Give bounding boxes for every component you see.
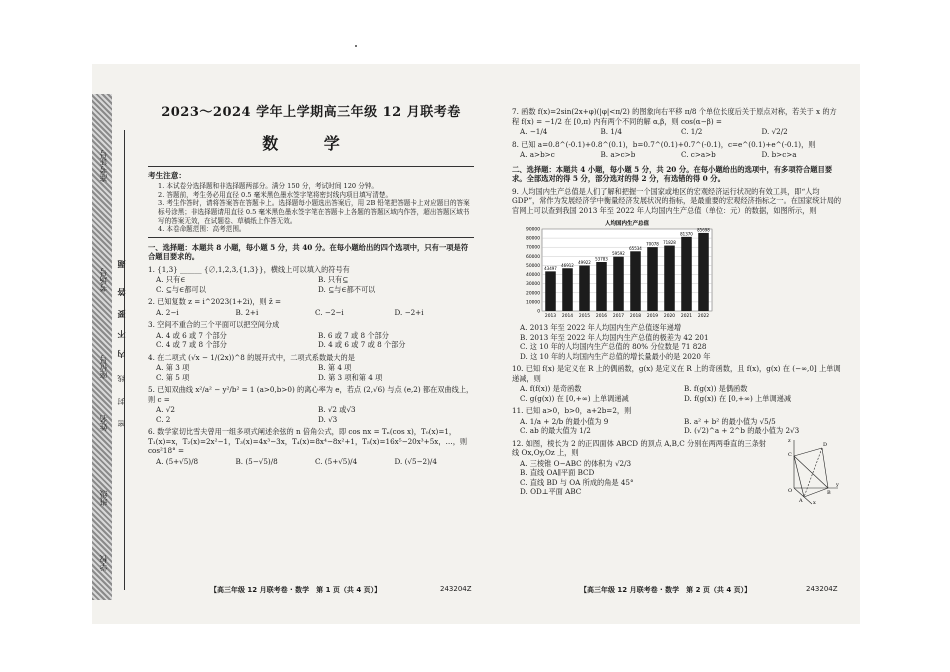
option: A. √2 <box>156 405 175 415</box>
x-tick-label: 2014 <box>561 314 574 320</box>
y-tick-label: 20000 <box>526 291 540 297</box>
bar <box>647 247 658 311</box>
bar <box>630 252 641 312</box>
y-tick-label: 10000 <box>526 300 540 306</box>
option: D. f(g(x)) 在 [0,+∞) 上单调递减 <box>684 393 792 403</box>
question-stem: 2. 已知复数 z = i^2023(1+2i)，则 z̄ = <box>148 297 281 307</box>
seal-word: 题 <box>117 260 126 268</box>
exam-subject: 数 学 <box>262 134 360 154</box>
x-tick-label: 2017 <box>612 314 625 320</box>
section-heading: 一、选择题：本题共 8 小题，每小题 5 分，共 40 分。在每小题给出的四个选项中，只有一项是符合题目要求的。 <box>148 242 469 262</box>
option: A. a>b>c <box>520 150 555 159</box>
question-stem: 6. 数学家切比雪夫曾用一组多项式阐述余弦的 n 倍角公式，即 cos nx = Tₙ(cos x)，T₀(x)=1，T₁(x)=x，T₂(x)=2x²−1，T₃(x)=4x³−3x，T₄(x)=8x⁴−8x²+1，T₅(x)=16x⁵−20x³+5x，…，则 cos²18° = <box>148 427 468 456</box>
bar <box>596 262 607 311</box>
fig-label: D <box>823 441 828 448</box>
notice-item: 3. 考生作答时，请将答案答在答题卡上。选择题每小题选出答案后，用 2B 铅笔把答题卡上对应题目的答案标号涂黑；非选择题请用直径 0.5 毫米黑色墨水签字笔在答题卡上各题的答题区域内作答，超出答题区域书写的答案无效，在试题卷、草稿纸上作答无效。 <box>158 199 470 225</box>
option: C. 第 5 项 <box>156 372 190 382</box>
y-tick-label: 0 <box>537 309 540 315</box>
footer-code-1: 243204Z <box>440 585 472 593</box>
y-tick-label: 90000 <box>526 227 540 233</box>
option: A. −1/4 <box>520 127 548 136</box>
footer-code-2: 243204Z <box>806 585 838 593</box>
option: A. 2013 年至 2022 年人均国内生产总值逐年递增 <box>520 323 682 333</box>
notice-item: 2. 答题前，考生务必用直径 0.5 毫米黑色墨水签字笔将密封线内项目填写清楚。 <box>158 190 393 199</box>
option: C. 4 或 7 或 8 个部分 <box>156 340 227 350</box>
field-seat: 座位号 <box>99 355 108 379</box>
option: A. (5+√5)/8 <box>156 456 199 466</box>
fig-label: O <box>788 487 793 494</box>
notice-heading: 考生注意： <box>148 171 186 181</box>
option: B. f(g(x)) 是偶函数 <box>684 384 748 394</box>
bar-value-label: 46912 <box>561 263 574 269</box>
notice-item: 4. 本卷命题范围：高考范围。 <box>158 225 246 234</box>
speck <box>355 45 357 47</box>
bar <box>562 269 573 312</box>
seal-line <box>124 130 125 590</box>
seal-word: 不 <box>117 330 126 338</box>
x-tick-label: 2016 <box>595 314 608 320</box>
bar-value-label: 81370 <box>680 231 693 237</box>
option: B. √2 或√3 <box>318 405 356 415</box>
bar <box>613 257 624 311</box>
chart-title: 人均国内生产总值 <box>604 221 650 228</box>
option: D. (√5−2)/4 <box>394 456 437 466</box>
section-heading: 二、选择题：本题共 4 小题，每小题 5 分，共 20 分。在每小题给出的选项中，有多项符合题目要求。全部选对的得 5 分，部分选对的得 2 分，有选错的得 0 分。 <box>512 164 833 184</box>
fig-label: C <box>788 451 792 458</box>
option: D. √3 <box>318 414 338 424</box>
option: B. a² + b² 的最小值为 √5/5 <box>684 416 776 426</box>
options <box>512 417 842 436</box>
x-tick-label: 2013 <box>544 314 557 320</box>
bar <box>545 272 556 312</box>
option: B. (5−√5)/8 <box>235 456 278 466</box>
bar-value-label: 71828 <box>663 240 676 246</box>
y-tick-label: 80000 <box>526 236 540 242</box>
notice-item: 1. 本试卷分选择题和非选择题两部分。满分 150 分，考试时间 120 分钟。 <box>158 182 378 191</box>
fig-label: B <box>827 489 831 496</box>
option: C. g(g(x)) 在 [0,+∞) 上单调递减 <box>520 393 629 403</box>
question-stem: 12. 如图，棱长为 2 的正四面体 ABCD 的顶点 A,B,C 分别在两两垂直的三条射线 Ox,Oy,Oz 上，则 <box>512 438 767 458</box>
option: D. b>c>a <box>761 150 797 159</box>
seal-word: 要 <box>117 310 126 318</box>
x-tick-label: 2020 <box>663 314 676 320</box>
fig-label: x <box>813 499 816 506</box>
y-tick-label: 40000 <box>526 273 540 279</box>
question-stem: 10. 已知 f(x) 是定义在 R 上的偶函数，g(x) 是定义在 R 上的奇函数，且 f(x)，g(x) 在 (−∞,0] 上单调递减，则 <box>512 364 841 383</box>
options <box>512 150 842 160</box>
y-tick-label: 30000 <box>526 282 540 288</box>
question-stem: 7. 函数 f(x)=2sin(2x+φ)(|φ|<π/2) 的图象向右平移 π/8 个单位长度后关于原点对称，若关于 x 的方程 f(x) = −1/2 在 [0,π) 内有两个不同的解 α,β，则 cos(α−β) = <box>512 107 837 126</box>
option: C. 1/2 <box>681 127 703 136</box>
seal-word: 封 <box>117 398 125 405</box>
option: D. 第 3 项和第 4 项 <box>318 372 383 382</box>
field-name: 姓名 <box>99 415 108 431</box>
option: A. 2−i <box>156 307 179 317</box>
option: C. 2 <box>156 414 171 424</box>
bar-value-label: 49922 <box>578 260 591 266</box>
options <box>148 457 474 467</box>
question-stem: 8. 已知 a=0.8^(-0.1)+0.8^(0.1)，b=0.7^(0.1)+0.7^(-0.1)，c=e^(0.1)+e^(-0.1)，则 <box>512 139 816 149</box>
x-tick-label: 2018 <box>629 314 642 320</box>
seal-word: 答 <box>117 288 126 296</box>
fig-label: A <box>799 497 803 504</box>
option: B. 只有⊆ <box>318 275 349 285</box>
x-tick-label: 2015 <box>578 314 591 320</box>
bar-value-label: 43497 <box>544 266 557 272</box>
bar-value-label: 59592 <box>612 251 625 257</box>
options <box>148 308 474 318</box>
option: D. 这 10 年的人均国内生产总值的增长量最小的是 2020 年 <box>520 351 711 361</box>
option: C. −2−i <box>315 307 344 317</box>
option: D. (√2)^a + 2^b 的最小值为 2√3 <box>684 426 800 436</box>
option: B. 1/4 <box>600 127 622 136</box>
option: C. ⊆与∈都可以 <box>156 284 206 294</box>
option: A. 第 3 项 <box>156 363 190 373</box>
notice-block <box>148 171 474 233</box>
bar <box>681 237 692 311</box>
option: D. 4 或 6 或 7 或 8 个部分 <box>318 340 406 350</box>
bar <box>664 246 675 311</box>
option: C. c>a>b <box>681 150 716 159</box>
options <box>512 459 772 497</box>
option: B. 直线 OA∥平面 BCD <box>520 468 595 478</box>
option: B. 6 或 7 或 8 个部分 <box>318 330 389 340</box>
options <box>512 384 842 403</box>
question-list <box>512 107 842 160</box>
option: B. 2013 年至 2022 年人均国内生产总值的极差为 42 201 <box>520 332 709 342</box>
options <box>512 127 842 137</box>
question-stem: 11. 已知 a>0，b>0，a+2b=2，则 <box>512 406 632 416</box>
field-room: 考场号 <box>99 268 108 292</box>
option: C. (5+√5)/4 <box>315 456 358 466</box>
option: B. a>c>b <box>600 150 636 159</box>
page-1 <box>148 104 474 466</box>
fig-label: z <box>788 437 791 444</box>
bar-value-label: 53783 <box>595 256 608 262</box>
option: A. 只有∈ <box>156 275 186 285</box>
option: D. −2+i <box>394 307 424 317</box>
options <box>512 323 842 361</box>
y-tick-label: 60000 <box>526 255 540 261</box>
option: C. 直线 BD 与 OA 所成的角是 45° <box>520 477 634 487</box>
question-stem: 9. 人均国内生产总值是人们了解和把握一个国家或地区的宏观经济运行状况的有效工具，即“人均 GDP”，常作为发展经济学中衡量经济发展状况的指标，是最重要的宏观经济指标之一。在国家统计局的官网上可以查到我国 2013 年至 2022 年人均国内生产总值（单位：元）的数据，如图所示，则 <box>512 186 842 215</box>
option: D. OD⊥平面 ABC <box>520 487 582 497</box>
divider <box>148 166 474 167</box>
bar-value-label: 70078 <box>646 241 659 247</box>
tetrahedron-figure <box>772 436 842 506</box>
question-list <box>148 265 474 467</box>
x-tick-label: 2022 <box>697 314 710 320</box>
option: A. 三棱锥 O−ABC 的体积为 √2/3 <box>520 458 632 468</box>
option: A. 4 或 6 或 7 个部分 <box>156 330 227 340</box>
page-2 <box>512 104 842 506</box>
option: A. f(f(x)) 是奇函数 <box>520 384 582 394</box>
question-list <box>512 364 842 436</box>
question-stem: 3. 空间不重合的三个平面可以把空间分成 <box>148 320 280 330</box>
x-tick-label: 2019 <box>646 314 659 320</box>
options <box>148 275 474 294</box>
option: A. 1/a + 2/b 的最小值为 9 <box>520 416 609 426</box>
seal-word: 线 <box>117 375 125 382</box>
option: D. √2/2 <box>761 127 788 136</box>
option: D. ⊆与∈都不可以 <box>318 284 376 294</box>
option: B. 2+i <box>235 307 259 317</box>
question-stem: 1. {1,3} ______ {∅,1,2,3,{1,3}}，横线上可以填入的符号有 <box>148 264 350 274</box>
option: C. 这 10 年的人均国内生产总值的 80% 分位数是 71 828 <box>520 342 707 352</box>
question-stem: 4. 在二项式 (√x − 1/(2x))^8 的展开式中，二项式系数最大的是 <box>148 352 355 362</box>
bar-value-label: 65534 <box>629 246 642 252</box>
question-stem: 5. 已知双曲线 x²/a² − y²/b² = 1 (a>0,b>0) 的离心率为 e，若点 (2,√6) 与点 (e,2) 都在双曲线上，则 c = <box>148 385 474 404</box>
exam-title: 2023～2024 学年上学期高三年级 12 月联考卷 <box>161 105 461 120</box>
bar-value-label: 85698 <box>697 227 710 233</box>
bar <box>698 233 709 311</box>
fig-label: y <box>836 481 839 488</box>
bar <box>579 266 590 311</box>
options <box>148 405 474 424</box>
option: B. 第 4 项 <box>318 363 352 373</box>
y-tick-label: 70000 <box>526 245 540 251</box>
seal-word: 内 <box>117 350 126 358</box>
option: C. ab 的最大值为 1/2 <box>520 426 591 436</box>
seal-word: 密 <box>117 420 125 427</box>
question-12 <box>512 436 842 506</box>
field-exam-id: 准考证号 <box>99 150 108 182</box>
options <box>148 363 474 382</box>
y-tick-label: 50000 <box>526 264 540 270</box>
field-class: 班级 <box>99 490 108 506</box>
footer-page-2: 【高三年级 12 月联考卷 · 数学 第 2 页（共 4 页）】 <box>580 586 752 594</box>
options <box>148 331 474 350</box>
footer-page-1: 【高三年级 12 月联考卷 · 数学 第 1 页（共 4 页）】 <box>210 586 382 594</box>
x-tick-label: 2021 <box>680 314 693 320</box>
gdp-chart <box>516 217 716 321</box>
gdp-chart-svg <box>516 217 716 321</box>
field-school: 学校 <box>99 555 108 571</box>
divider <box>148 237 474 238</box>
